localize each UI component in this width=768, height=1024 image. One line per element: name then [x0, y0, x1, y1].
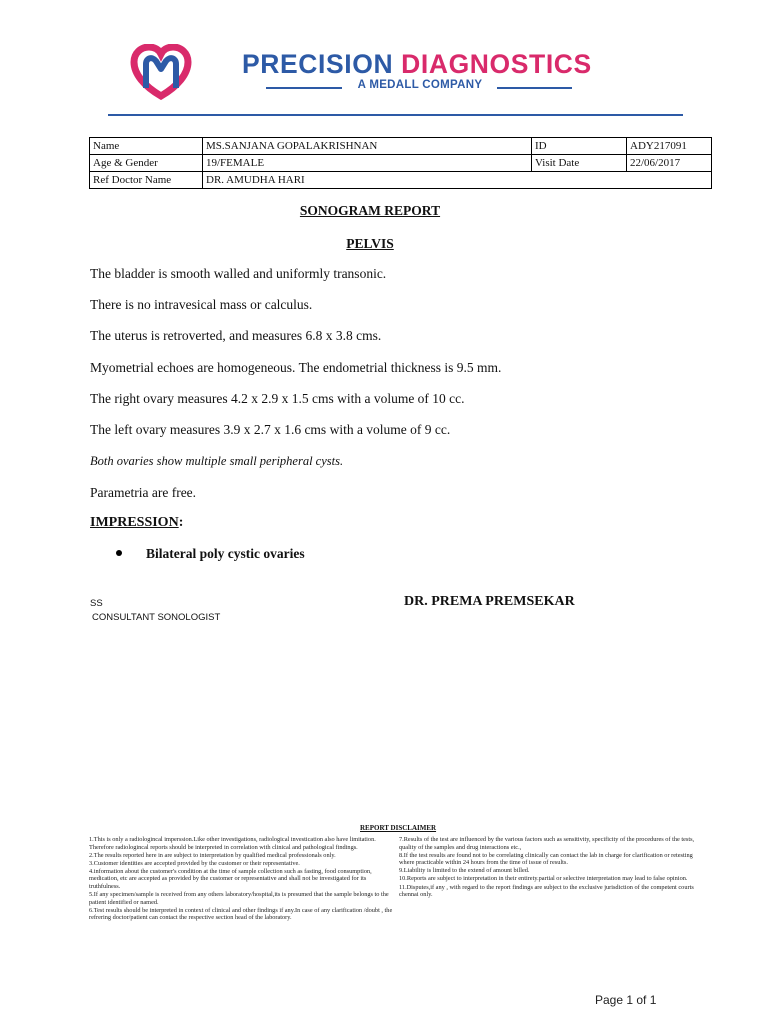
- impression-label: IMPRESSION: [90, 515, 179, 530]
- id-label: ID: [532, 138, 627, 155]
- brand-secondary: DIAGNOSTICS: [401, 49, 592, 79]
- disclaimer-item: 6.Test results should be interpreted in context of clinical and other findings if any.In case of any clarification /doubt , the refrering doctor/patient can contact the respective section head of the laboratory.: [89, 906, 393, 922]
- heart-logo-icon: [130, 44, 192, 100]
- disclaimer-item: 3.Customer identities are accepted provided by the customer or their representative.: [89, 859, 300, 867]
- brand-name: [242, 49, 592, 80]
- name-label: Name: [90, 138, 203, 155]
- finding-endometrium: Myometrial echoes are homogeneous. The endometrial thickness is 9.5 mm.: [90, 360, 502, 375]
- disclaimer-left-column: [89, 836, 394, 923]
- finding-mass: There is no intravesical mass or calculus.: [90, 297, 313, 312]
- report-title: SONOGRAM REPORT: [299, 203, 441, 218]
- disclaimer-item: 9.Liability is limited to the extend of amount billed.: [399, 867, 530, 875]
- disclaimer-item: 2.The results reported here in are subject to interpretation by qualified medical professionals only.: [89, 851, 336, 859]
- doctor-name: DR. PREMA PREMSEKAR: [404, 594, 575, 609]
- impression-item: Bilateral poly cystic ovaries: [146, 546, 305, 561]
- ref-doctor-label: Ref Doctor Name: [90, 172, 203, 189]
- patient-info-table: [89, 137, 712, 189]
- finding-cysts: Both ovaries show multiple small peripheral cysts.: [90, 454, 344, 468]
- visit-date-label: Visit Date: [532, 155, 627, 172]
- disclaimer-item: 4.information about the customer's condition at the time of sample collection such as fasting, food consumption, medication, etc are accepted as provided by the customer or representative and shall not be investigated for its truthfulness.: [89, 867, 372, 891]
- id-value: ADY217091: [627, 138, 712, 155]
- finding-bladder: The bladder is smooth walled and uniformly transonic.: [90, 266, 387, 281]
- disclaimer-item: 5.If any specimen/sample is received from any others laboratory/hospital,its is presumed that the sample belongs to the patient identified or named.: [89, 891, 389, 906]
- disclaimer-item: 1.This is only a radiologincal imperssion.Like other investigations, radiological investication also have limitation. Therefore radiologincal reports should be interpreted in correlation with clinical and pathological findings.: [89, 836, 376, 851]
- signature-initials: SS: [90, 598, 103, 609]
- finding-uterus: The uterus is retroverted, and measures 6.8 x 3.8 cms.: [90, 328, 382, 343]
- disclaimer-right-column: [399, 836, 707, 899]
- table-row: [90, 138, 712, 155]
- table-row: [90, 172, 712, 189]
- tagline-rule-left: [266, 87, 342, 89]
- header-rule: [108, 114, 683, 116]
- ref-doctor-value: DR. AMUDHA HARI: [203, 172, 712, 189]
- finding-left-ovary: The left ovary measures 3.9 x 2.7 x 1.6 cms with a volume of 9 cc.: [90, 422, 451, 437]
- page-number: Page 1 of 1: [595, 993, 657, 1007]
- disclaimer-item: 7.Results of the test are influenced by the various factors such as sensitivity, specificity of the procedures of the tests, quality of the samples and drug interactions etc.,: [399, 836, 695, 851]
- age-gender-label: Age & Gender: [90, 155, 203, 172]
- disclaimer-item: 11.Disputes,if any , with regard to the report findings are subject to the exclusive jurisdiction of the competent courts chennai only.: [399, 883, 694, 899]
- table-row: [90, 155, 712, 172]
- name-value: MS.SANJANA GOPALAKRISHNAN: [203, 138, 532, 155]
- tagline-rule-right: [497, 87, 572, 89]
- disclaimer-item: 8.If the test results are found not to be correlating clinically can contact the lab in charge for clarification or retesting where practicable within 24 hours from the time of issue of results.: [399, 851, 693, 867]
- visit-date-value: 22/06/2017: [627, 155, 712, 172]
- finding-right-ovary: The right ovary measures 4.2 x 2.9 x 1.5 cms with a volume of 10 cc.: [90, 391, 465, 406]
- finding-parametria: Parametria are free.: [90, 485, 197, 500]
- impression-colon: :: [178, 515, 184, 530]
- doctor-designation: CONSULTANT SONOLOGIST: [92, 612, 221, 623]
- impression-heading: [90, 515, 183, 531]
- age-gender-value: 19/FEMALE: [203, 155, 532, 172]
- brand-tagline: A MEDALL COMPANY: [357, 79, 483, 91]
- disclaimer-title: REPORT DISCLAIMER: [360, 824, 437, 832]
- report-subtitle: PELVIS: [346, 236, 394, 251]
- bullet-icon: [116, 550, 122, 556]
- brand-primary: PRECISION: [242, 49, 394, 79]
- disclaimer-item: 10.Reports are subject to interpretation in their entirety.partial or selective interpretation may lead to false opinion.: [399, 875, 688, 883]
